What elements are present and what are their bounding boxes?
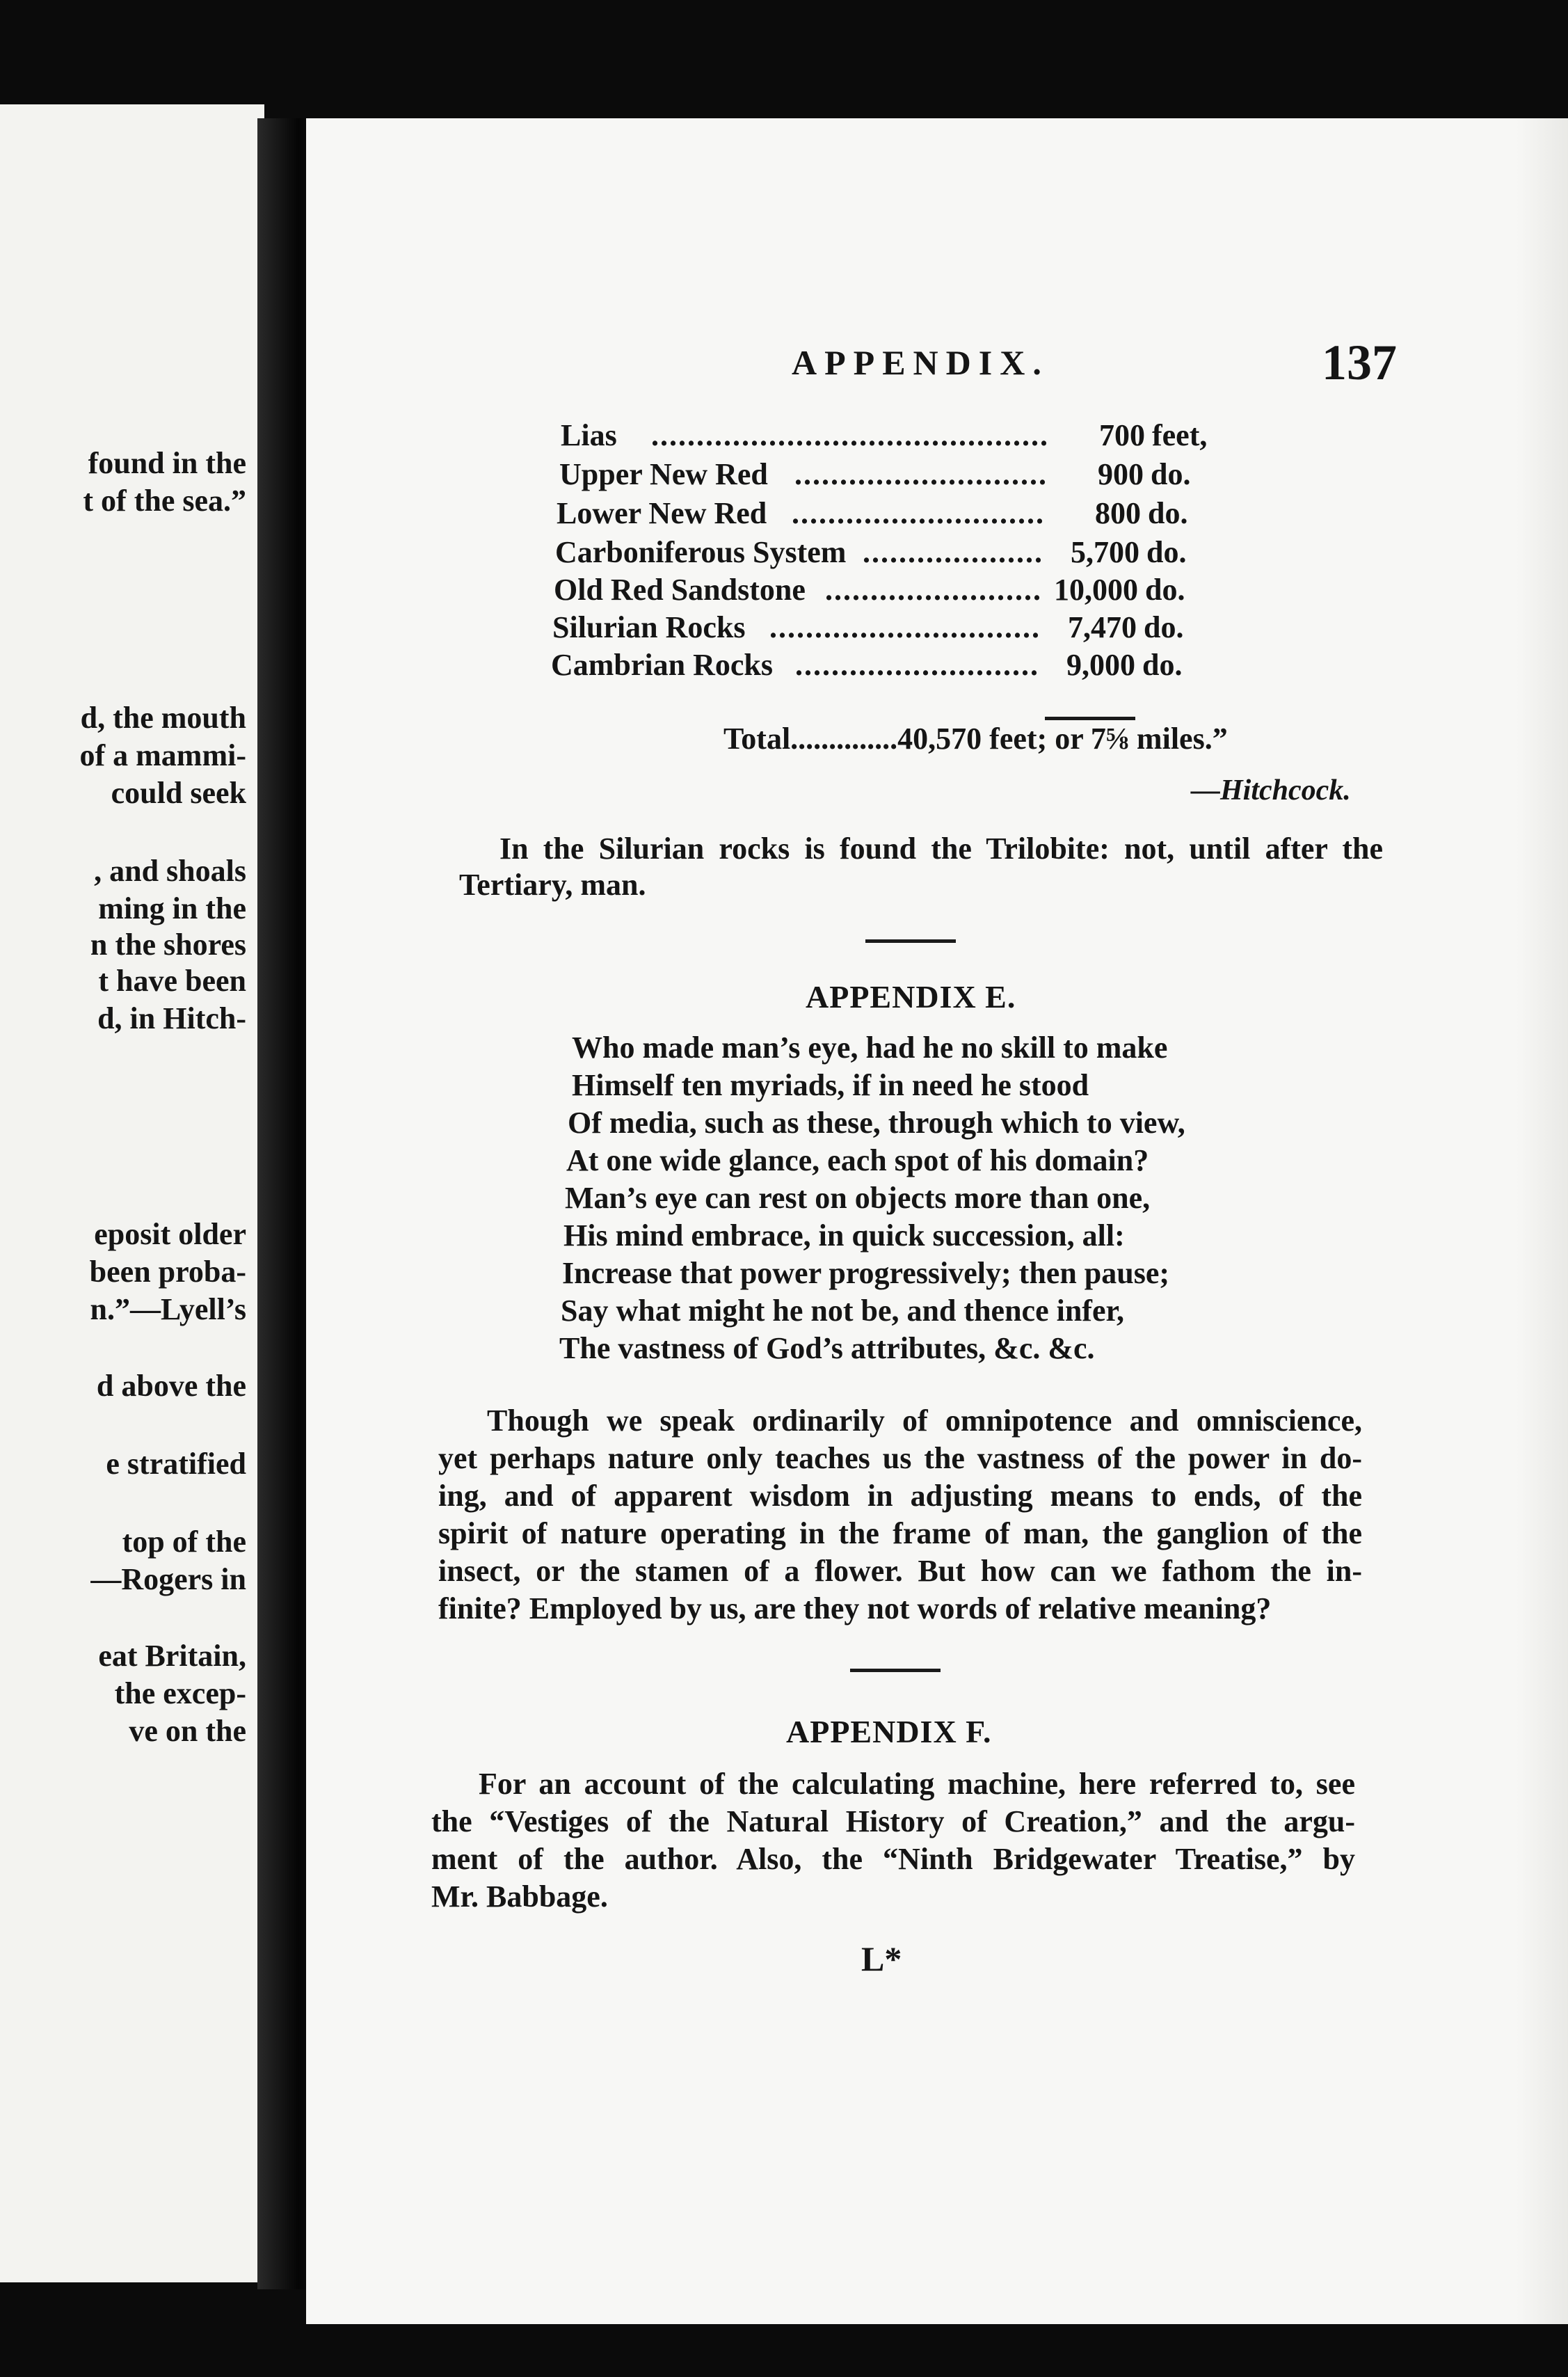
verse-line: His mind embrace, in quick succession, all: bbox=[563, 1218, 1125, 1253]
strata-name: Upper New Red bbox=[559, 457, 768, 491]
attribution: —Hitchcock. bbox=[1191, 774, 1351, 806]
silurian-paragraph-line: Tertiary, man. bbox=[459, 868, 646, 902]
strata-name: Carboniferous System bbox=[555, 535, 847, 569]
dot-leader: ........................... bbox=[795, 648, 1039, 682]
appendix-e-paragraph-line: Though we speak ordinarily of omnipotence and omniscience, bbox=[487, 1404, 1362, 1438]
total-rule bbox=[1045, 717, 1135, 720]
left-page-line: been proba- bbox=[89, 1255, 246, 1289]
appendix-e-paragraph-line: insect, or the stamen of a flower. But how can we fathom the in- bbox=[438, 1554, 1362, 1588]
strata-thickness: 5,700 bbox=[1071, 535, 1139, 569]
left-page-line: eat Britain, bbox=[98, 1639, 246, 1673]
page-edge-shadow bbox=[1517, 118, 1568, 2324]
left-page-line: ming in the bbox=[98, 891, 246, 925]
left-page-line: —Rogers in bbox=[90, 1562, 246, 1596]
strata-thickness: 10,000 bbox=[1054, 573, 1138, 607]
left-page-line: d, in Hitch- bbox=[97, 1001, 246, 1035]
left-page-line: e stratified bbox=[106, 1447, 246, 1481]
strata-thickness: 900 bbox=[1098, 457, 1144, 491]
left-page-fragment bbox=[0, 104, 264, 2282]
appendix-f-heading: APPENDIX F. bbox=[786, 1714, 992, 1749]
dot-leader: .............................. bbox=[769, 610, 1041, 644]
strata-unit: do. bbox=[1148, 496, 1188, 530]
appendix-e-paragraph-line: ing, and of apparent wisdom in adjusting means to ends, of the bbox=[438, 1479, 1362, 1513]
strata-name: Old Red Sandstone bbox=[554, 573, 806, 607]
verse-line: Man’s eye can rest on objects more than one, bbox=[565, 1181, 1151, 1215]
left-page-line: could seek bbox=[111, 776, 246, 810]
left-page-line: found in the bbox=[88, 446, 246, 480]
strata-unit: do. bbox=[1144, 610, 1184, 644]
signature-mark: L* bbox=[861, 1939, 902, 1978]
appendix-f-paragraph-line: ment of the author. Also, the “Ninth Bridgewater Treatise,” by bbox=[431, 1842, 1355, 1876]
appendix-e-paragraph-line: spirit of nature operating in the frame of man, the ganglion of the bbox=[438, 1516, 1362, 1550]
left-page-line: of a mammi- bbox=[79, 738, 246, 772]
strata-unit: do. bbox=[1142, 648, 1183, 682]
verse-line: Of media, such as these, through which to view, bbox=[568, 1106, 1185, 1140]
left-page-line: n.”—Lyell’s bbox=[90, 1292, 246, 1326]
strata-name: Lias bbox=[561, 418, 617, 452]
strata-name: Silurian Rocks bbox=[552, 610, 746, 644]
left-page-line: t of the sea.” bbox=[83, 484, 246, 518]
strata-unit: do. bbox=[1146, 535, 1187, 569]
strata-unit: feet, bbox=[1152, 418, 1208, 452]
silurian-paragraph-line: In the Silurian rocks is found the Trilobite: not, until after the bbox=[499, 832, 1383, 866]
strata-row bbox=[557, 495, 1252, 534]
left-page-line: eposit older bbox=[94, 1217, 246, 1251]
left-page-line: d, the mouth bbox=[80, 701, 246, 735]
running-head: APPENDIX. bbox=[792, 343, 1049, 382]
verse-line: Increase that power progressively; then pause; bbox=[562, 1256, 1170, 1290]
strata-row bbox=[559, 456, 1255, 495]
strata-thickness: 700 bbox=[1099, 418, 1145, 452]
left-page-line: top of the bbox=[122, 1525, 246, 1559]
verse-line: Say what might he not be, and thence infer, bbox=[561, 1294, 1124, 1328]
section-rule bbox=[865, 939, 956, 943]
strata-name: Lower New Red bbox=[557, 496, 767, 530]
appendix-f-paragraph-line: For an account of the calculating machine, here referred to, see bbox=[479, 1767, 1355, 1801]
strata-unit: do. bbox=[1145, 573, 1185, 607]
left-page-line: ve on the bbox=[129, 1714, 246, 1748]
appendix-e-paragraph-line: yet perhaps nature only teaches us the vastness of the power in do- bbox=[438, 1441, 1362, 1475]
appendix-f-paragraph-line: Mr. Babbage. bbox=[431, 1879, 608, 1914]
verse-line: Himself ten myriads, if in need he stood bbox=[572, 1068, 1089, 1102]
strata-row bbox=[561, 418, 1256, 456]
verse-line: Who made man’s eye, had he no skill to make bbox=[572, 1031, 1168, 1065]
section-rule bbox=[850, 1669, 941, 1672]
left-page-line: , and shoals bbox=[94, 854, 246, 888]
left-page-line: t have been bbox=[98, 964, 246, 998]
strata-row bbox=[552, 610, 1248, 649]
page-number: 137 bbox=[1322, 335, 1397, 390]
appendix-e-paragraph-line: finite? Employed by us, are they not words of relative meaning? bbox=[438, 1591, 1272, 1625]
strata-row bbox=[551, 647, 1247, 686]
dot-leader: ............................ bbox=[794, 457, 1048, 491]
strata-unit: do. bbox=[1151, 457, 1191, 491]
left-page-line: n the shores bbox=[90, 928, 246, 962]
dot-leader: ........................ bbox=[825, 573, 1042, 607]
left-page-line: the excep- bbox=[114, 1676, 246, 1710]
strata-thickness: 9,000 bbox=[1066, 648, 1135, 682]
strata-thickness: 800 bbox=[1095, 496, 1141, 530]
strata-thickness: 7,470 bbox=[1068, 610, 1137, 644]
strata-row bbox=[554, 572, 1249, 611]
strata-name: Cambrian Rocks bbox=[551, 648, 774, 682]
left-page-line: d above the bbox=[96, 1369, 246, 1403]
strata-total: Total..............40,570 feet; or 7⅝ miles.” bbox=[723, 722, 1228, 756]
dot-leader: .................... bbox=[863, 535, 1043, 569]
dot-leader: ............................................ bbox=[651, 418, 1049, 452]
dot-leader: ............................ bbox=[792, 496, 1045, 530]
appendix-e-heading: APPENDIX E. bbox=[806, 979, 1016, 1015]
verse-line: At one wide glance, each spot of his domain? bbox=[566, 1143, 1149, 1177]
appendix-f-paragraph-line: the “Vestiges of the Natural History of Creation,” and the argu- bbox=[431, 1804, 1355, 1838]
verse-line: The vastness of God’s attributes, &c. &c. bbox=[559, 1331, 1095, 1365]
strata-row bbox=[555, 534, 1251, 573]
